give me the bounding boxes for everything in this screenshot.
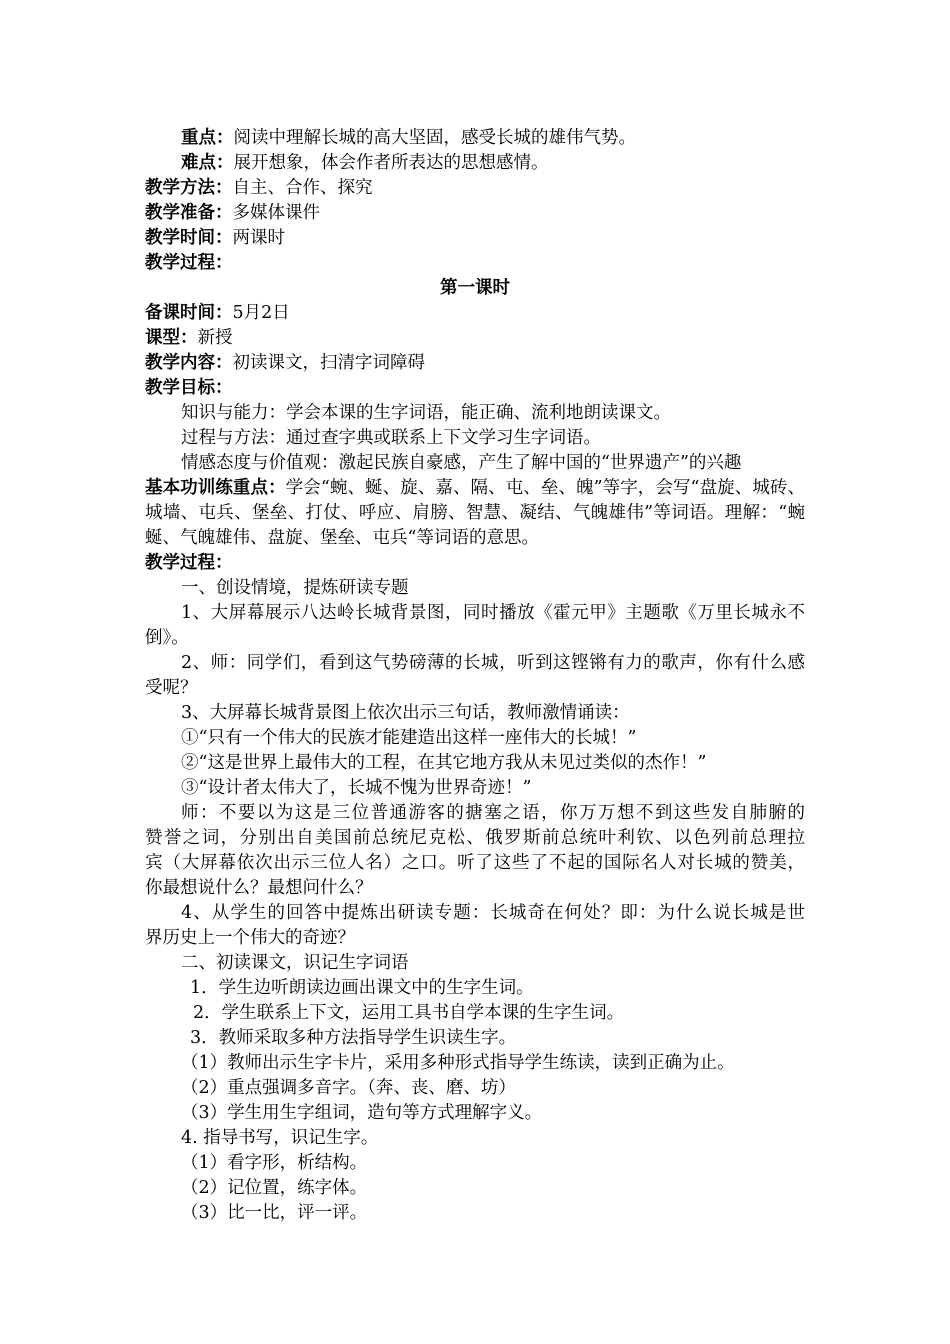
section-two-heading: 二、初读课文，识记生字词语: [181, 953, 409, 973]
section-one-heading: 一、创设情境，提炼研读专题: [181, 578, 409, 598]
lesson-type-text: 新授: [197, 328, 233, 348]
goal-knowledge: 知识与能力：学会本课的生字词语，能正确、流利地朗读课文。: [181, 403, 671, 423]
difficulty-label: 难点：: [181, 153, 234, 173]
prep-date-label: 备课时间：: [145, 303, 233, 323]
time-label: 教学时间：: [145, 228, 233, 248]
key-point-line: [181, 126, 636, 151]
teacher-line-1: 师：不要以为这是三位普通游客的搪塞之语，你万万想不到这些发自肺腑的: [181, 803, 805, 823]
step1-line-1: 1、大屏幕展示八达岭长城背景图，同时播放《霍元甲》主题歌《万里长城永不: [181, 603, 805, 623]
time-line: [145, 226, 285, 251]
key-point-label: 重点：: [181, 128, 234, 148]
step2-line-2: 受呢？: [145, 678, 198, 698]
key-point-text: 阅读中理解长城的高大坚固，感受长城的雄伟气势。: [233, 128, 636, 148]
time-text: 两课时: [232, 228, 285, 248]
preparation-text: 多媒体课件: [232, 203, 320, 223]
step4-line-2: 界历史上一个伟大的奇迹？: [145, 928, 355, 948]
basic-training-text-1: 学会“蜿、蜒、旋、嘉、隔、屯、垒、魄”等字，会写“盘旋、城砖、: [285, 478, 805, 498]
teacher-line-2: 赞誉之词，分别出自美国前总统尼克松、俄罗斯前总统叶利钦、以色列前总理拉: [145, 828, 805, 848]
item-3: 3．教师采取多种方法指导学生识读生字。: [190, 1028, 517, 1048]
quote-3: ③“设计者太伟大了，长城不愧为世界奇迹！”: [181, 778, 532, 798]
quote-2: ②“这是世界上最伟大的工程，在其它地方我从未见过类似的杰作！”: [181, 753, 707, 773]
item-1: 1．学生边听朗读边画出课文中的生字生词。: [190, 978, 534, 998]
method-text: 自主、合作、探究: [232, 178, 373, 198]
sub-item-4-3: （3）比一比，评一评。: [181, 1203, 368, 1223]
content-label: 教学内容：: [145, 353, 233, 373]
sub-item-3-3: （3）学生用生字组词，造句等方式理解字义。: [181, 1103, 543, 1123]
content-text: 初读课文，扫清字词障碍: [232, 353, 425, 373]
prep-date-text: 5月2日: [232, 303, 290, 323]
difficulty-line: [181, 151, 549, 176]
goals-heading: 教学目标：: [145, 378, 233, 398]
step4-line-1: 4、从学生的回答中提炼出研读专题：长城奇在何处？即：为什么说长城是世: [181, 903, 805, 923]
preparation-label: 教学准备：: [145, 203, 233, 223]
method-label: 教学方法：: [145, 178, 233, 198]
basic-training-line-2: 城墙、屯兵、堡垒、打仗、呼应、肩膀、智慧、凝结、气魄雄伟”等词语。理解：“蜿: [145, 503, 805, 523]
quote-1: ①“只有一个伟大的民族才能建造出这样一座伟大的长城！”: [181, 728, 637, 748]
step3-line: 3、大屏幕长城背景图上依次出示三句话，教师激情诵读：: [181, 703, 630, 723]
item-4: 4. 指导书写，识记生字。: [181, 1128, 379, 1148]
teacher-line-4: 你最想说什么？最想问什么？: [145, 878, 373, 898]
lesson-title: 第一课时: [440, 278, 510, 298]
sub-item-3-2: （2）重点强调多音字。（奔、丧、磨、坊）: [181, 1078, 516, 1098]
sub-item-4-1: （1）看字形，析结构。: [181, 1153, 368, 1173]
lesson-process-heading: 教学过程：: [145, 553, 233, 573]
content-line: [145, 351, 425, 376]
difficulty-text: 展开想象，体会作者所表达的思想感情。: [233, 153, 549, 173]
item-2: 2．学生联系上下文，运用工具书自学本课的生字生词。: [193, 1003, 625, 1023]
step2-line-1: 2、师：同学们，看到这气势磅薄的长城，听到这铿锵有力的歌声，你有什么感: [181, 653, 805, 673]
process-heading: 教学过程：: [145, 253, 233, 273]
basic-training-line-1: [145, 476, 805, 501]
sub-item-3-1: （1）教师出示生字卡片，采用多种形式指导学生练读，读到正确为止。: [181, 1053, 735, 1073]
lesson-type-line: [145, 326, 233, 351]
method-line: [145, 176, 373, 201]
goal-process: 过程与方法：通过查字典或联系上下文学习生字词语。: [181, 428, 601, 448]
preparation-line: [145, 201, 320, 226]
basic-training-line-3: 蜒、气魄雄伟、盘旋、堡垒、屯兵“等词语的意思。: [145, 528, 539, 548]
goal-emotion: 情感态度与价值观：激起民族自豪感，产生了解中国的“世界遗产”的兴趣: [181, 453, 742, 473]
lesson-type-label: 课型：: [145, 328, 198, 348]
prep-date-line: [145, 301, 290, 326]
step1-line-2: 倒》。: [145, 628, 189, 648]
basic-training-label: 基本功训练重点：: [145, 478, 286, 498]
sub-item-4-2: （2）记位置，练字体。: [181, 1178, 368, 1198]
teacher-line-3: 宾（大屏幕依次出示三位人名）之口。听了这些了不起的国际名人对长城的赞美，: [145, 853, 805, 873]
